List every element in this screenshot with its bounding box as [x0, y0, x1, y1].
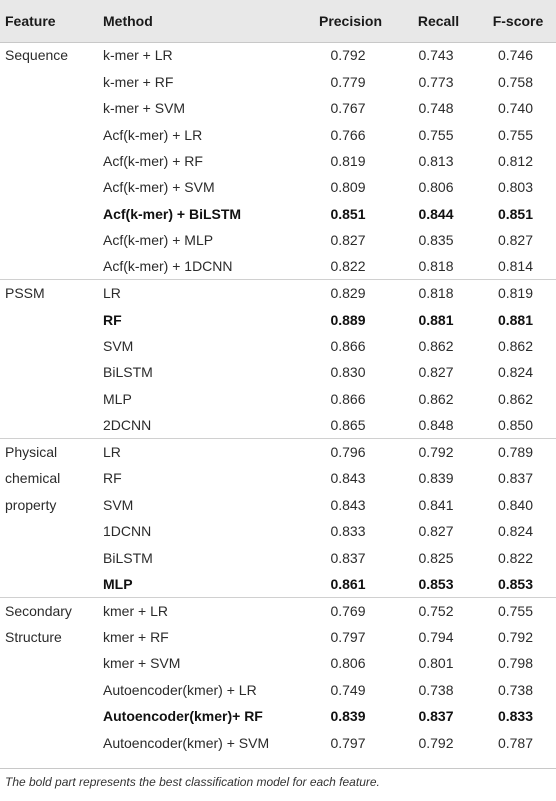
- fscore-cell: 0.862: [497, 338, 534, 355]
- method-cell: kmer + LR: [98, 597, 299, 623]
- footnote-divider: [0, 768, 556, 769]
- precision-cell: 0.833: [330, 523, 366, 540]
- method-cell: k-mer + RF: [103, 73, 174, 90]
- table-row: [0, 544, 556, 570]
- feature-cell: [0, 254, 98, 280]
- method-cell: Acf(k-mer) + RF: [103, 152, 203, 169]
- feature-cell: [0, 650, 98, 676]
- table-row: [0, 42, 556, 68]
- table-row: [0, 439, 556, 465]
- fscore-cell: 0.755: [497, 126, 534, 143]
- feature-cell: PSSM: [0, 280, 98, 306]
- fscore-cell: 0.824: [497, 364, 534, 381]
- table-row: [0, 148, 556, 174]
- table-row: [0, 280, 556, 306]
- method-cell: LR: [98, 280, 299, 306]
- feature-cell: [0, 677, 98, 703]
- recall-cell: 0.818: [397, 280, 475, 306]
- method-cell: RF: [103, 311, 122, 328]
- precision-cell: 0.797: [330, 628, 366, 645]
- fscore-cell: 0.758: [497, 73, 534, 90]
- feature-cell: Sequence: [0, 42, 98, 68]
- fscore-cell: 0.798: [497, 655, 534, 672]
- table-row: [0, 201, 556, 227]
- method-cell: BiLSTM: [103, 364, 153, 381]
- precision-cell: 0.797: [330, 734, 366, 751]
- fscore-cell: 0.824: [497, 523, 534, 540]
- method-cell: LR: [98, 439, 299, 465]
- precision-cell: 0.837: [330, 549, 366, 566]
- recall-cell: 0.862: [418, 338, 454, 355]
- method-cell: Acf(k-mer) + 1DCNN: [103, 258, 233, 275]
- table-row: [0, 703, 556, 729]
- fscore-cell: 0.840: [497, 496, 534, 513]
- method-cell: MLP: [103, 390, 132, 407]
- feature-cell: property: [5, 496, 57, 513]
- fscore-cell: 0.851: [497, 205, 534, 222]
- recall-cell: 0.806: [418, 179, 454, 196]
- recall-cell: 0.738: [418, 681, 454, 698]
- precision-cell: 0.827: [330, 232, 366, 249]
- table-row: [0, 359, 556, 385]
- table-row: [0, 121, 556, 147]
- method-cell: RF: [103, 470, 122, 487]
- fscore-cell: 0.827: [497, 232, 534, 249]
- precision-cell: 0.889: [330, 311, 366, 328]
- method-cell: 1DCNN: [103, 523, 152, 540]
- fscore-cell: 0.738: [497, 681, 534, 698]
- recall-cell: 0.792: [418, 734, 454, 751]
- method-cell: Autoencoder(kmer) + LR: [103, 681, 257, 698]
- precision-cell: 0.779: [330, 73, 366, 90]
- method-cell: Acf(k-mer) + MLP: [103, 232, 214, 249]
- table-row: [0, 306, 556, 332]
- fscore-cell: 0.812: [497, 152, 534, 169]
- table-row: [0, 95, 556, 121]
- fscore-cell: 0.822: [497, 549, 534, 566]
- recall-cell: 0.844: [418, 205, 454, 222]
- fscore-cell: 0.803: [497, 179, 534, 196]
- feature-cell: [0, 359, 98, 385]
- precision-cell: 0.851: [330, 205, 366, 222]
- precision-cell: 0.866: [330, 338, 366, 355]
- table-header: [0, 0, 556, 42]
- recall-cell: 0.748: [418, 100, 454, 117]
- precision-cell: 0.806: [330, 655, 366, 672]
- method-cell: Autoencoder(kmer)+ RF: [103, 708, 263, 725]
- fscore-cell: 0.740: [497, 100, 534, 117]
- fscore-cell: 0.881: [497, 311, 534, 328]
- recall-cell: 0.794: [418, 628, 454, 645]
- table-row: [0, 571, 556, 597]
- recall-cell: 0.743: [397, 42, 475, 68]
- precision-cell: 0.865: [330, 417, 366, 434]
- recall-cell: 0.853: [418, 575, 454, 592]
- recall-cell: 0.848: [418, 417, 454, 434]
- precision-cell: 0.819: [330, 152, 366, 169]
- recall-cell: 0.773: [418, 73, 454, 90]
- precision-cell: 0.769: [299, 597, 397, 623]
- recall-cell: 0.801: [418, 655, 454, 672]
- feature-cell: [0, 544, 98, 570]
- fscore-cell: 0.853: [497, 575, 534, 592]
- recall-cell: 0.835: [418, 232, 454, 249]
- header-feature: Feature: [5, 12, 56, 29]
- recall-cell: 0.792: [397, 439, 475, 465]
- feature-cell: [0, 518, 98, 544]
- feature-cell: [0, 121, 98, 147]
- feature-cell: [0, 571, 98, 597]
- feature-cell: [0, 95, 98, 121]
- feature-cell: Physical: [0, 439, 98, 465]
- table-row: [0, 597, 556, 623]
- recall-cell: 0.827: [418, 364, 454, 381]
- precision-cell: 0.843: [330, 496, 366, 513]
- fscore-cell: 0.755: [475, 597, 556, 623]
- recall-cell: 0.825: [418, 549, 454, 566]
- table-row: [0, 465, 556, 491]
- precision-cell: 0.830: [330, 364, 366, 381]
- fscore-cell: 0.787: [497, 734, 534, 751]
- fscore-cell: 0.814: [497, 258, 534, 275]
- table-footnote: The bold part represents the best classification model for each feature.: [5, 775, 380, 789]
- method-cell: SVM: [103, 496, 134, 513]
- recall-cell: 0.862: [418, 390, 454, 407]
- precision-cell: 0.792: [299, 42, 397, 68]
- method-cell: k-mer + LR: [98, 42, 299, 68]
- feature-cell: [0, 386, 98, 412]
- feature-cell: [0, 306, 98, 332]
- fscore-cell: 0.862: [497, 390, 534, 407]
- feature-cell: Secondary: [0, 597, 98, 623]
- header-method: Method: [103, 12, 153, 29]
- method-cell: Acf(k-mer) + SVM: [103, 179, 215, 196]
- method-cell: kmer + RF: [103, 628, 169, 645]
- method-cell: BiLSTM: [103, 549, 153, 566]
- table-row: [0, 68, 556, 94]
- feature-cell: [0, 729, 98, 755]
- table-body: [0, 42, 556, 756]
- table-row: [0, 729, 556, 755]
- feature-cell: [0, 201, 98, 227]
- method-cell: SVM: [103, 338, 134, 355]
- recall-cell: 0.841: [418, 496, 454, 513]
- feature-cell: [0, 703, 98, 729]
- table-row: [0, 386, 556, 412]
- recall-cell: 0.827: [418, 523, 454, 540]
- recall-cell: 0.813: [418, 152, 454, 169]
- precision-cell: 0.866: [330, 390, 366, 407]
- feature-cell: [0, 333, 98, 359]
- method-cell: MLP: [103, 575, 133, 592]
- fscore-cell: 0.837: [497, 470, 534, 487]
- feature-cell: chemical: [5, 470, 61, 487]
- fscore-cell: 0.833: [497, 708, 534, 725]
- table-row: [0, 491, 556, 517]
- method-cell: kmer + SVM: [103, 655, 181, 672]
- feature-cell: Structure: [5, 628, 62, 645]
- header-precision: Precision: [318, 12, 383, 29]
- fscore-cell: 0.792: [497, 628, 534, 645]
- precision-cell: 0.829: [299, 280, 397, 306]
- header-recall: Recall: [417, 12, 460, 29]
- table-row: [0, 624, 556, 650]
- precision-cell: 0.839: [330, 708, 366, 725]
- table-row: [0, 333, 556, 359]
- recall-cell: 0.755: [418, 126, 454, 143]
- table-row: [0, 174, 556, 200]
- method-cell: 2DCNN: [103, 417, 152, 434]
- precision-cell: 0.822: [330, 258, 366, 275]
- table-row: [0, 677, 556, 703]
- precision-cell: 0.766: [330, 126, 366, 143]
- fscore-cell: 0.789: [475, 439, 556, 465]
- recall-cell: 0.839: [418, 470, 454, 487]
- method-cell: Acf(k-mer) + BiLSTM: [103, 205, 242, 222]
- feature-cell: [0, 174, 98, 200]
- feature-cell: [0, 412, 98, 438]
- recall-cell: 0.818: [418, 258, 454, 275]
- method-cell: Autoencoder(kmer) + SVM: [103, 734, 270, 751]
- feature-cell: [0, 68, 98, 94]
- fscore-cell: 0.746: [475, 42, 556, 68]
- recall-cell: 0.752: [397, 597, 475, 623]
- feature-cell: [0, 227, 98, 253]
- feature-cell: [0, 148, 98, 174]
- precision-cell: 0.809: [330, 179, 366, 196]
- recall-cell: 0.837: [418, 708, 454, 725]
- table-row: [0, 518, 556, 544]
- recall-cell: 0.881: [418, 311, 454, 328]
- method-cell: Acf(k-mer) + LR: [103, 126, 203, 143]
- table-row: [0, 254, 556, 280]
- table-row: [0, 412, 556, 438]
- fscore-cell: 0.850: [497, 417, 534, 434]
- fscore-cell: 0.819: [475, 280, 556, 306]
- table-row: [0, 227, 556, 253]
- header-row: [0, 0, 556, 42]
- precision-cell: 0.796: [299, 439, 397, 465]
- table-row: [0, 650, 556, 676]
- precision-cell: 0.843: [330, 470, 366, 487]
- precision-cell: 0.861: [330, 575, 366, 592]
- precision-cell: 0.767: [330, 100, 366, 117]
- method-cell: k-mer + SVM: [103, 100, 186, 117]
- header-fscore: F-score: [492, 12, 544, 29]
- precision-cell: 0.749: [330, 681, 366, 698]
